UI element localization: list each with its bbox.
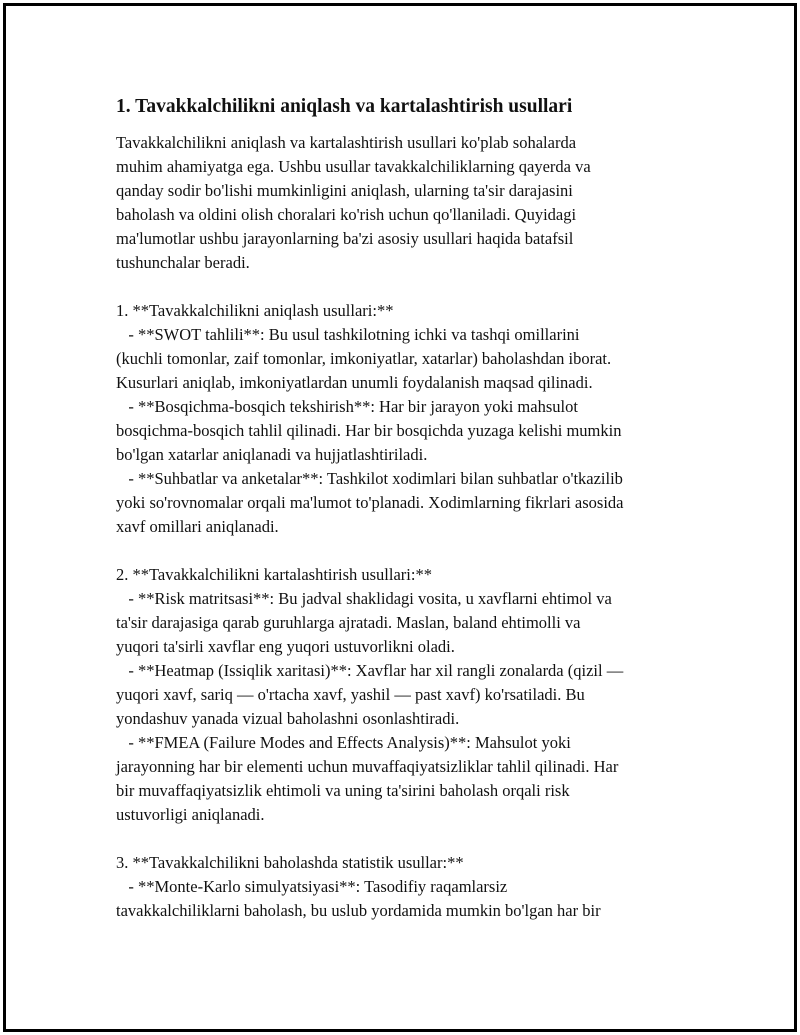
section-statistical-methods <box>116 851 716 923</box>
text-line: Kusurlari aniqlab, imkoniyatlardan unumli foydalanish maqsad qilinadi. <box>116 373 593 392</box>
text-line: yuqori xavf, sariq — o'rtacha xavf, yashil — past xavf) ko'rsatiladi. Bu <box>116 685 585 704</box>
text-line: bosqichma-bosqich tahlil qilinadi. Har bir bosqichda yuzaga kelishi mumkin <box>116 421 622 440</box>
section-heading: 3. **Tavakkalchilikni baholashda statistik usullar:** <box>116 853 464 872</box>
text-line: yondashuv yanada vizual baholashni osonlashtiradi. <box>116 709 460 728</box>
text-line: - **Heatmap (Issiqlik xaritasi)**: Xavflar har xil rangli zonalarda (qizil — <box>116 661 624 680</box>
text-line: - **SWOT tahlili**: Bu usul tashkilotning ichki va tashqi omillarini <box>116 325 580 344</box>
text-line: bo'lgan xatarlar aniqlanadi va hujjatlashtiriladi. <box>116 445 428 464</box>
text-line: - **Monte-Karlo simulyatsiyasi**: Tasodifiy raqamlarsiz <box>116 877 508 896</box>
text-line: - **Bosqichma-bosqich tekshirish**: Har bir jarayon yoki mahsulot <box>116 397 578 416</box>
section-identification-methods <box>116 299 716 539</box>
text-line: qanday sodir bo'lishi mumkinligini aniqlash, ularning ta'sir darajasini <box>116 181 573 200</box>
text-line: Tavakkalchilikni aniqlash va kartalashtirish usullari ko'plab sohalarda <box>116 133 577 152</box>
paragraph-gap <box>116 539 716 563</box>
text-line: ma'lumotlar ushbu jarayonlarning ba'zi asosiy usullari haqida batafsil <box>116 229 574 248</box>
text-line: - **Suhbatlar va anketalar**: Tashkilot xodimlari bilan suhbatlar o'tkazilib <box>116 469 623 488</box>
paragraph-gap <box>116 275 716 299</box>
text-line: ustuvorligi aniqlanadi. <box>116 805 265 824</box>
text-line: yoki so'rovnomalar orqali ma'lumot to'planadi. Xodimlarning fikrlari asosida <box>116 493 624 512</box>
text-line: - **FMEA (Failure Modes and Effects Analysis)**: Mahsulot yoki <box>116 733 571 752</box>
text-line: yuqori ta'sirli xavflar eng yuqori ustuvorlikni oladi. <box>116 637 455 656</box>
text-line: muhim ahamiyatga ega. Ushbu usullar tavakkalchiliklarning qayerda va <box>116 157 591 176</box>
text-line: ta'sir darajasiga qarab guruhlarga ajratadi. Maslan, baland ehtimolli va <box>116 613 581 632</box>
text-line: jarayonning har bir elementi uchun muvaffaqiyatsizliklar tahlil qilinadi. Har <box>116 757 619 776</box>
text-line: tavakkalchiliklarni baholash, bu uslub yordamida mumkin bo'lgan har bir <box>116 901 601 920</box>
text-line: (kuchli tomonlar, zaif tomonlar, imkoniyatlar, xatarlar) baholashdan iborat. <box>116 349 612 368</box>
document-body <box>116 95 716 923</box>
text-line: - **Risk matritsasi**: Bu jadval shaklidagi vosita, u xavflarni ehtimol va <box>116 589 612 608</box>
document-title: 1. Tavakkalchilikni aniqlash va kartalashtirish usullari <box>116 96 573 117</box>
text-line: xavf omillari aniqlanadi. <box>116 517 279 536</box>
section-mapping-methods <box>116 563 716 827</box>
paragraph-gap <box>116 827 716 851</box>
text-line: baholash va oldini olish choralari ko'rish uchun qo'llaniladi. Quyidagi <box>116 205 577 224</box>
text-line: tushunchalar beradi. <box>116 253 250 272</box>
text-line: bir muvaffaqiyatsizlik ehtimoli va uning ta'sirini baholash orqali risk <box>116 781 570 800</box>
intro-paragraph <box>116 131 716 275</box>
section-heading: 1. **Tavakkalchilikni aniqlash usullari:** <box>116 301 394 320</box>
section-heading: 2. **Tavakkalchilikni kartalashtirish usullari:** <box>116 565 432 584</box>
